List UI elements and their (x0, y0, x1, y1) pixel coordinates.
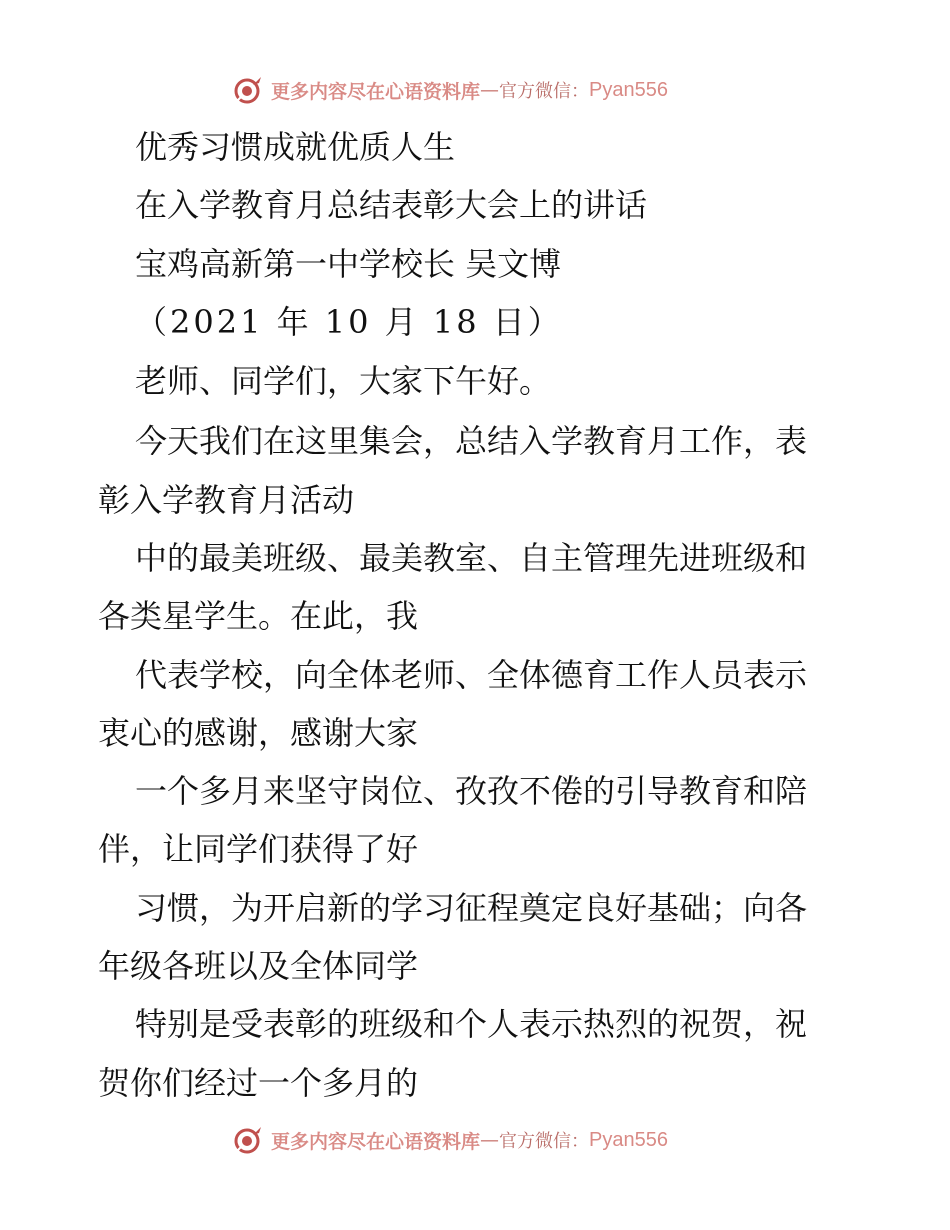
document-subtitle: 在入学教育月总结表彰大会上的讲话 (135, 186, 648, 224)
watermark-banner-top (233, 73, 668, 107)
paragraph-line: 各类星学生。在此，我 (98, 597, 419, 635)
paragraph-line: 一个多月来坚守岗位、孜孜不倦的引导教育和陪 (135, 772, 808, 810)
paragraph-line: 衷心的感谢，感谢大家 (98, 714, 419, 752)
paragraph-line: 年级各班以及全体同学 (98, 947, 419, 985)
paragraph-line: 伴，让同学们获得了好 (98, 830, 419, 868)
banner-separator: — (480, 1129, 500, 1151)
watermark-banner-bottom (233, 1123, 668, 1157)
banner-wechat-id: Pyan556 (589, 78, 668, 101)
document-author: 宝鸡高新第一中学校长 吴文博 (135, 245, 562, 283)
banner-wechat-label: 官方微信： (499, 81, 590, 102)
banner-wechat-label: 官方微信： (499, 1131, 590, 1152)
document-date: （2021 年 10 月 18 日） (135, 303, 563, 341)
banner-site-name: 更多内容尽在心语资料库 (271, 1130, 481, 1153)
document-title: 优秀习惯成就优质人生 (135, 128, 456, 166)
paragraph-line: 中的最美班级、最美教室、自主管理先进班级和 (135, 539, 808, 577)
paragraph-line: 特别是受表彰的班级和个人表示热烈的祝贺，祝 (135, 1005, 808, 1043)
quill-logo-icon (233, 75, 263, 105)
banner-site-name: 更多内容尽在心语资料库 (271, 80, 481, 103)
banner-wechat-id: Pyan556 (589, 1128, 668, 1151)
banner-separator: — (480, 79, 500, 101)
paragraph-line: 贺你们经过一个多月的 (98, 1064, 419, 1102)
paragraph-line: 彰入学教育月活动 (98, 481, 355, 519)
paragraph-line: 今天我们在这里集会，总结入学教育月工作，表 (135, 422, 808, 460)
quill-logo-icon (233, 1125, 263, 1155)
document-greeting: 老师、同学们，大家下午好。 (135, 362, 552, 400)
paragraph-line: 习惯，为开启新的学习征程奠定良好基础；向各 (135, 889, 808, 927)
paragraph-line: 代表学校，向全体老师、全体德育工作人员表示 (135, 656, 808, 694)
